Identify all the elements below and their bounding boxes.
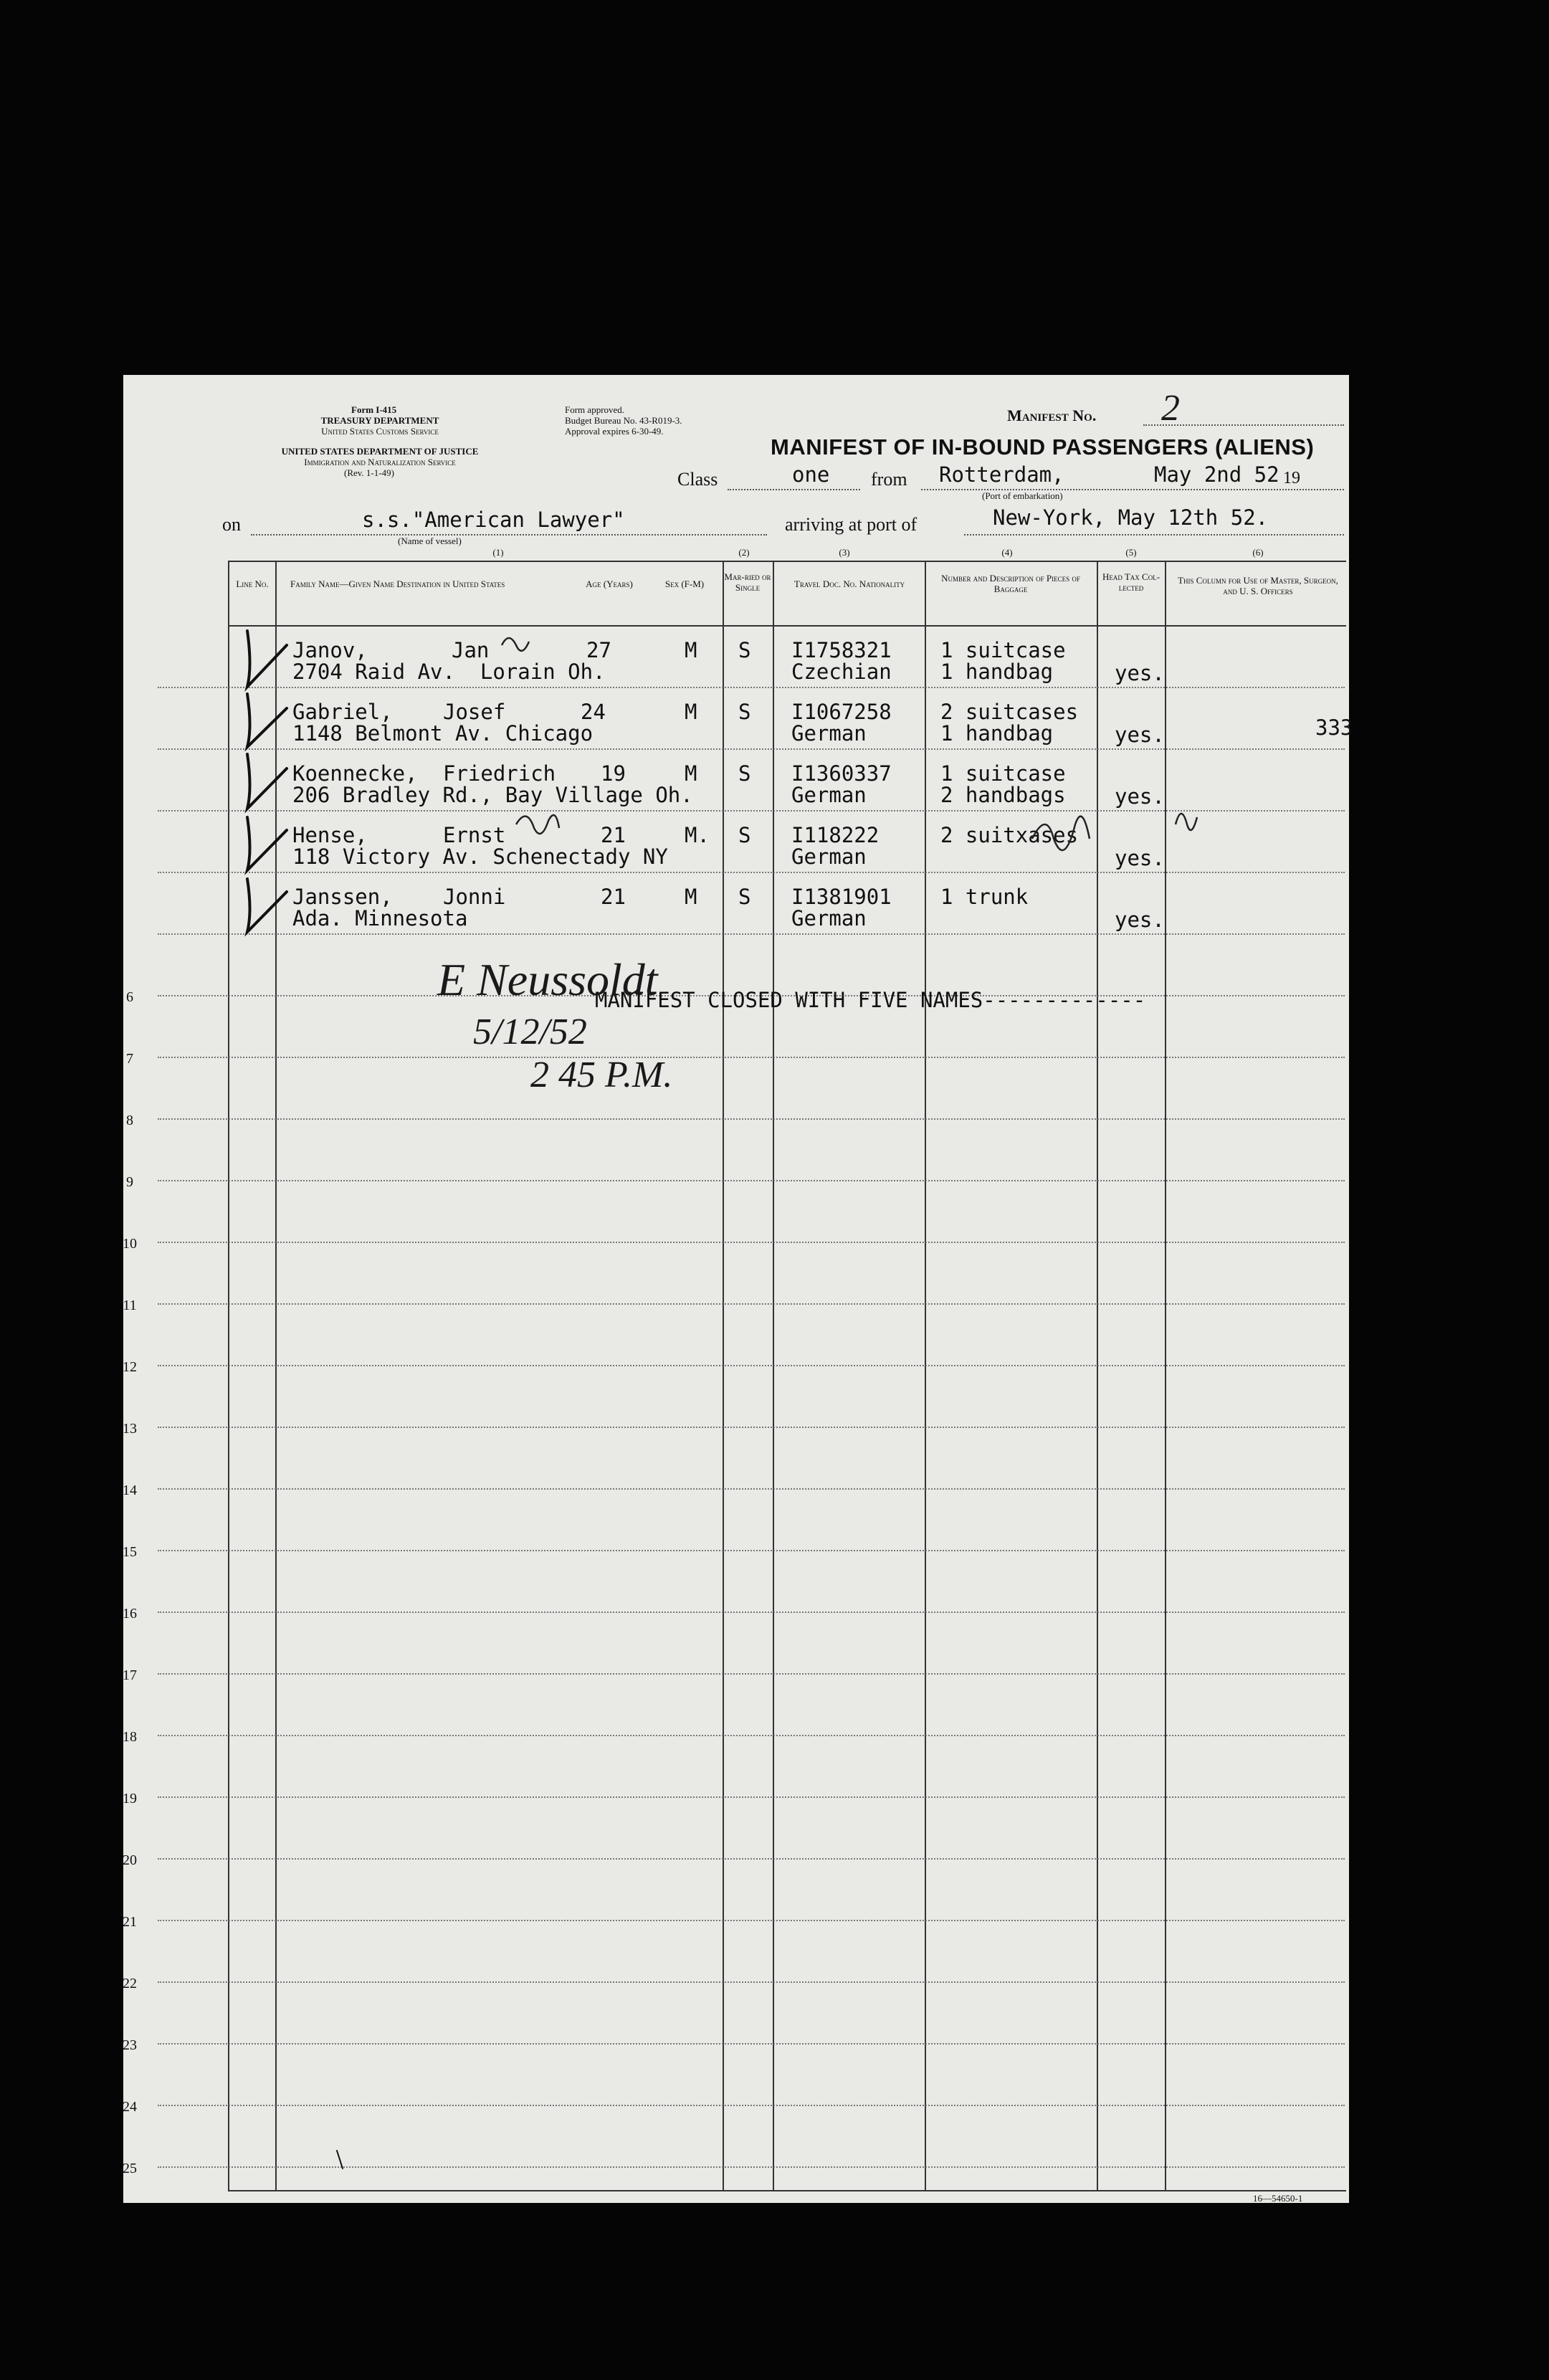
- baggage: 1 handbag: [940, 721, 1054, 746]
- class-value: one: [792, 462, 830, 487]
- from-date: May 2nd 52: [1154, 462, 1279, 487]
- age: 19: [601, 761, 626, 786]
- marital-status: S: [738, 700, 751, 724]
- line-number: 20: [123, 1852, 137, 1868]
- line-number: 9: [126, 1174, 133, 1190]
- baggage: 2 suitcases: [940, 700, 1079, 724]
- line-number: 10: [123, 1236, 137, 1252]
- col-header-baggage: Number and Description of Pieces of Baggage: [941, 573, 1080, 594]
- baggage: 2 handbags: [940, 783, 1066, 807]
- vessel-label: (Name of vessel): [398, 536, 462, 546]
- travel-doc-no: I1381901: [791, 885, 892, 909]
- line-number: 8: [126, 1113, 133, 1128]
- signature-time: 2 45 P.M.: [530, 1055, 673, 1095]
- destination: 206 Bradley Rd., Bay Village Oh.: [292, 783, 693, 807]
- col-number-5: (5): [1125, 547, 1137, 558]
- line-number: 7: [126, 1051, 133, 1067]
- travel-doc-no: I1360337: [791, 761, 892, 786]
- col-number-3: (3): [839, 547, 850, 558]
- col-number-1: (1): [492, 547, 504, 558]
- line-number: 25: [123, 2161, 137, 2176]
- line-number: 24: [123, 2099, 137, 2115]
- sex: M: [685, 638, 697, 662]
- sex: M: [685, 885, 697, 909]
- line-number: 22: [123, 1976, 137, 1991]
- age: 21: [601, 823, 626, 847]
- page-title: MANIFEST OF IN-BOUND PASSENGERS (ALIENS): [771, 434, 1315, 460]
- manifest-number: 2: [1161, 388, 1180, 429]
- rev-date: (Rev. 1-1-49): [344, 467, 394, 478]
- nationality: German: [791, 783, 867, 807]
- nationality: German: [791, 844, 867, 869]
- sex: M.: [685, 823, 710, 847]
- line-number: 14: [123, 1482, 137, 1498]
- col-header-head-tax: Head Tax Col-lected: [1102, 571, 1160, 593]
- sex: M: [685, 761, 697, 786]
- from-label: from: [871, 469, 907, 490]
- baggage: 1 trunk: [940, 885, 1029, 909]
- given-name: Friedrich: [443, 761, 556, 786]
- marital-status: S: [738, 885, 751, 909]
- col-header-age: Age (Years): [586, 579, 633, 589]
- destination: 2704 Raid Av. Lorain Oh.: [292, 660, 606, 684]
- age: 21: [601, 885, 626, 909]
- nationality: German: [791, 721, 867, 746]
- year-suffix: 19: [1283, 469, 1300, 487]
- col-header-married: Mar-ried or Single: [724, 571, 771, 593]
- footer-code: 16—54650-1: [1253, 2193, 1303, 2204]
- arriving-label: arriving at port of: [785, 514, 918, 535]
- class-label: Class: [677, 469, 718, 490]
- family-name: Gabriel,: [292, 700, 393, 724]
- head-tax: yes.: [1115, 908, 1165, 932]
- port-of-embarkation-label: (Port of embarkation): [982, 490, 1063, 501]
- on-label: on: [222, 514, 241, 535]
- dept-justice: UNITED STATES DEPARTMENT OF JUSTICE: [281, 446, 479, 457]
- head-tax: yes.: [1115, 846, 1165, 870]
- baggage: 1 handbag: [940, 660, 1054, 684]
- col-header-sex: Sex (F-M): [664, 579, 705, 589]
- given-name: Ernst: [443, 823, 506, 847]
- destination: Ada. Minnesota: [292, 906, 468, 930]
- col-number-6: (6): [1252, 547, 1264, 558]
- officer-signature: E Neussoldt: [437, 954, 658, 1005]
- approval-line-1: Form approved.: [565, 404, 625, 415]
- destination: 1148 Belmont Av. Chicago: [292, 721, 594, 746]
- side-number: 333: [1315, 715, 1353, 740]
- given-name: Jan: [452, 638, 490, 662]
- vessel-name: s.s."American Lawyer": [362, 508, 625, 532]
- signature-date: 5/12/52: [473, 1012, 587, 1052]
- travel-doc-no: I118222: [791, 823, 880, 847]
- baggage: 2 suitxases: [940, 823, 1079, 847]
- sex: M: [685, 700, 697, 724]
- marital-status: S: [738, 638, 751, 662]
- nationality: Czechian: [791, 660, 892, 684]
- dept-ins: Immigration and Naturalization Service: [304, 457, 456, 467]
- travel-doc-no: I1067258: [791, 700, 892, 724]
- col-number-2: (2): [738, 547, 750, 558]
- line-number: 6: [126, 989, 133, 1005]
- marital-status: S: [738, 761, 751, 786]
- line-number: 12: [123, 1359, 137, 1375]
- age: 24: [581, 700, 606, 724]
- line-number: 21: [123, 1914, 137, 1930]
- family-name: Koennecke,: [292, 761, 418, 786]
- nationality: German: [791, 906, 867, 930]
- line-number: 23: [123, 2037, 137, 2053]
- col-header-officers: This Column for Use of Master, Surgeon, and U. S. Officers: [1178, 575, 1338, 596]
- col-header-line: Line No.: [236, 579, 269, 589]
- head-tax: yes.: [1115, 661, 1165, 685]
- family-name: Janssen,: [292, 885, 393, 909]
- manifest-no-label: Manifest No.: [1007, 406, 1097, 424]
- dept-treasury: TREASURY DEPARTMENT: [320, 415, 439, 426]
- line-number: 18: [123, 1729, 137, 1745]
- line-number: 19: [123, 1791, 137, 1807]
- approval-line-2: Budget Bureau No. 43-R019-3.: [565, 415, 682, 426]
- head-tax: yes.: [1115, 784, 1165, 809]
- line-number: 17: [123, 1667, 137, 1683]
- baggage: 1 suitcase: [940, 638, 1066, 662]
- destination: 118 Victory Av. Schenectady NY: [292, 844, 668, 869]
- form-number: Form I-415: [351, 404, 397, 415]
- arrival-port-date: New-York, May 12th 52.: [993, 505, 1269, 530]
- manifest-closed-note: MANIFEST CLOSED WITH FIVE NAMES-------------: [595, 988, 1146, 1012]
- travel-doc-no: I1758321: [791, 638, 892, 662]
- line-number: 11: [123, 1298, 137, 1313]
- age: 27: [586, 638, 611, 662]
- family-name: Janov,: [292, 638, 368, 662]
- dept-customs: United States Customs Service: [321, 426, 439, 437]
- col-header-name: Family Name—Given Name Destination in United States: [290, 579, 505, 589]
- head-tax: yes.: [1115, 723, 1165, 747]
- given-name: Jonni: [443, 885, 506, 909]
- baggage: 1 suitcase: [940, 761, 1066, 786]
- marital-status: S: [738, 823, 751, 847]
- from-port: Rotterdam,: [939, 462, 1064, 487]
- line-number: 15: [123, 1544, 137, 1560]
- approval-line-3: Approval expires 6-30-49.: [565, 426, 664, 437]
- line-number: 16: [123, 1606, 137, 1622]
- family-name: Hense,: [292, 823, 368, 847]
- col-header-travel-doc: Travel Doc. No. Nationality: [793, 579, 905, 589]
- col-number-4: (4): [1001, 547, 1013, 558]
- given-name: Josef: [443, 700, 506, 724]
- line-number: 13: [123, 1421, 137, 1437]
